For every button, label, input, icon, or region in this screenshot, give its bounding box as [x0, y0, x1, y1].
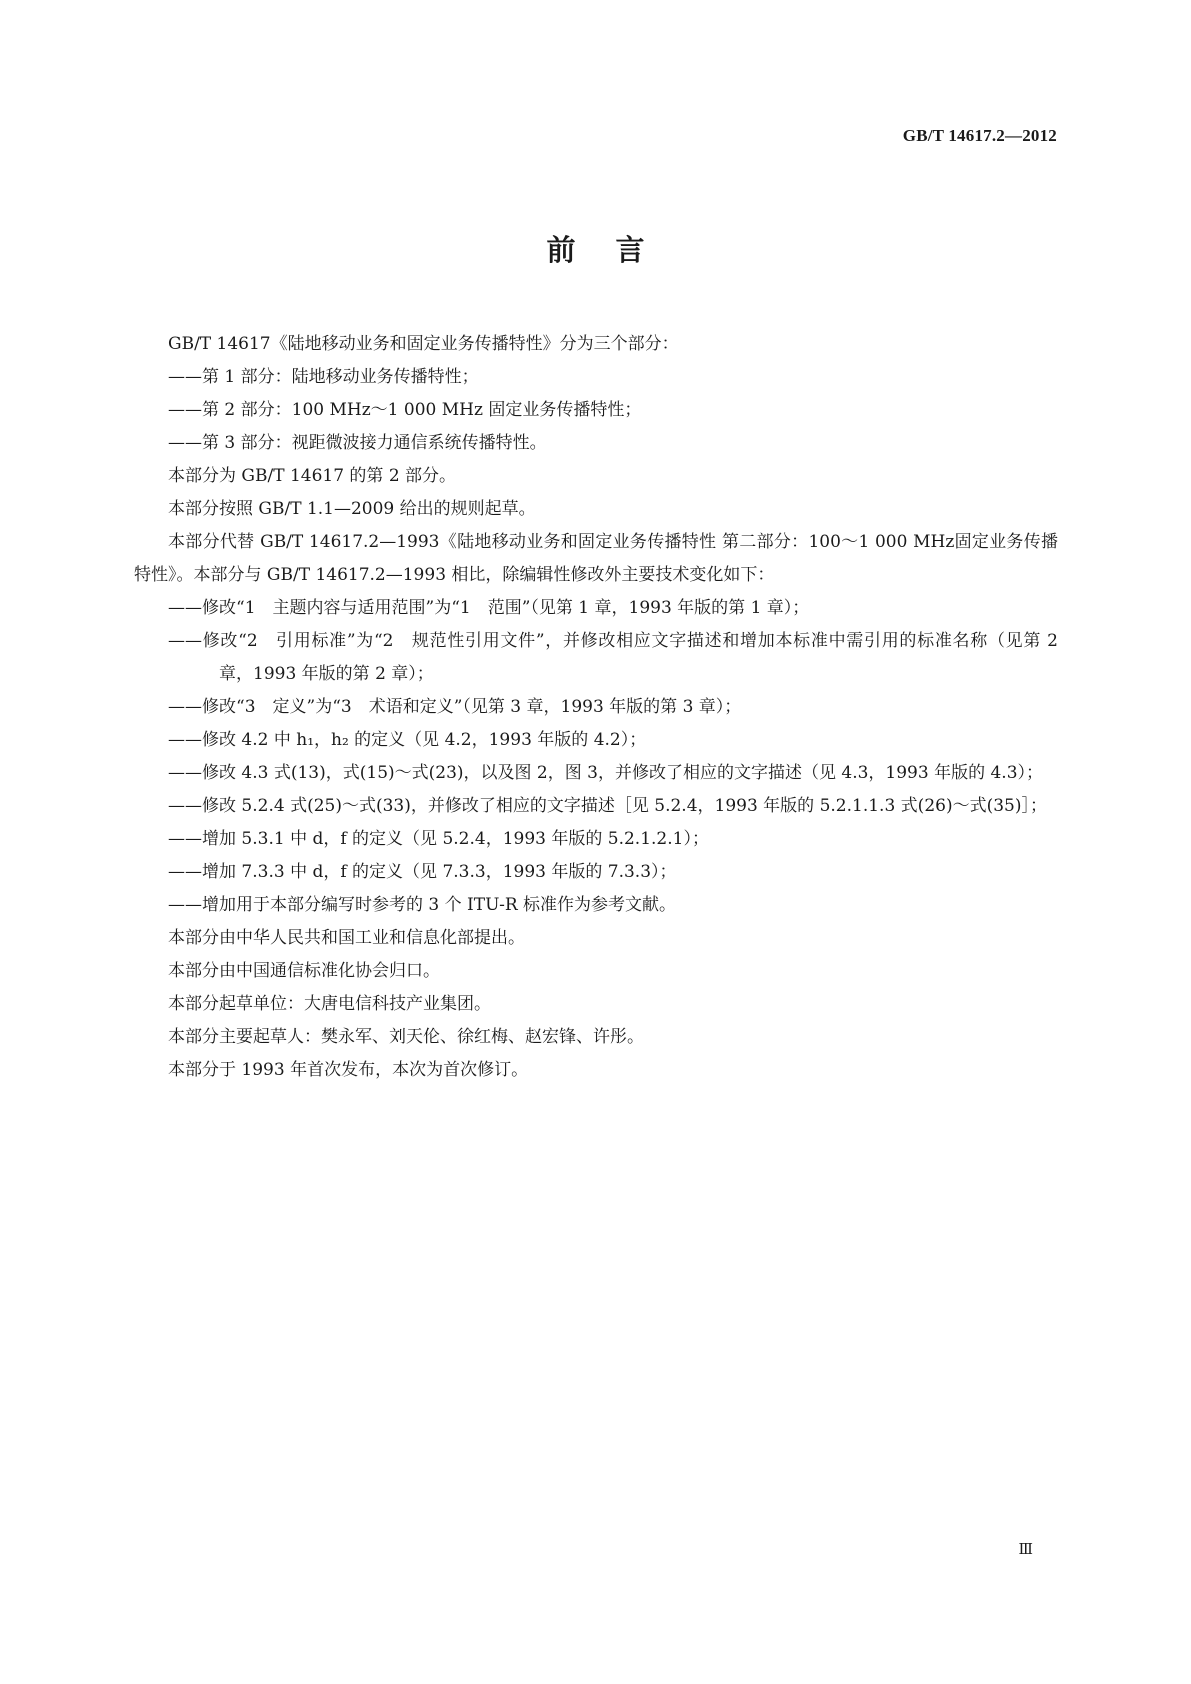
dash-item: ——修改“1 主题内容与适用范围”为“1 范围”（见第 1 章，1993 年版的第 1 章）； [168, 598, 810, 618]
paragraph: 本部分代替 GB/T 14617.2—1993《陆地移动业务和固定业务传播特性 第二部分：100～1 000 MHz固定业务传播特性》。本部分与 GB/T 14617.2—1993 相比，除编辑性修改外主要技术变化如下： [134, 532, 1058, 585]
dash-item: ——增加 7.3.3 中 d，f 的定义（见 7.3.3，1993 年版的 7.3.3）； [168, 862, 677, 882]
dash-item: ——第 1 部分：陆地移动业务传播特性； [168, 367, 479, 387]
dash-item: ——增加用于本部分编写时参考的 3 个 ITU-R 标准作为参考文献。 [168, 895, 677, 915]
paragraph: 本部分由中华人民共和国工业和信息化部提出。 [168, 928, 525, 948]
dash-item: ——修改 4.3 式(13)，式(15)～式(23)，以及图 2，图 3，并修改了相应的文字描述（见 4.3，1993 年版的 4.3）； [168, 763, 1044, 783]
dash-item: ——第 3 部分：视距微波接力通信系统传播特性。 [168, 433, 547, 453]
paragraph: 本部分按照 GB/T 1.1—2009 给出的规则起草。 [168, 499, 536, 519]
paragraph: GB/T 14617《陆地移动业务和固定业务传播特性》分为三个部分： [168, 334, 679, 354]
foreword-body [134, 328, 1058, 1087]
paragraph: 本部分于 1993 年首次发布，本次为首次修订。 [168, 1060, 529, 1080]
dash-item: ——第 2 部分：100 MHz～1 000 MHz 固定业务传播特性； [168, 400, 642, 420]
paragraph: 本部分由中国通信标准化协会归口。 [168, 961, 440, 981]
paragraph: 本部分为 GB/T 14617 的第 2 部分。 [168, 466, 457, 486]
dash-item: ——修改“2 引用标准”为“2 规范性引用文件”，并修改相应文字描述和增加本标准中需引用的标准名称（见第 2 章，1993 年版的第 2 章）； [168, 631, 1058, 684]
dash-item: ——修改 5.2.4 式(25)～式(33)，并修改了相应的文字描述［见 5.2.4，1993 年版的 5.2.1.1.3 式(26)～式(35)］； [168, 796, 1047, 816]
page-title: 前言 [546, 233, 685, 267]
page-number: Ⅲ [1018, 1542, 1033, 1558]
dash-item: ——修改“3 定义”为“3 术语和定义”（见第 3 章，1993 年版的第 3 章）； [168, 697, 742, 717]
paragraph: 本部分主要起草人：樊永军、刘天伦、徐红梅、赵宏锋、许彤。 [168, 1027, 644, 1047]
paragraph: 本部分起草单位：大唐电信科技产业集团。 [168, 994, 491, 1014]
standard-code: GB/T 14617.2—2012 [902, 126, 1057, 145]
dash-item: ——增加 5.3.1 中 d，f 的定义（见 5.2.4，1993 年版的 5.2.1.2.1）； [168, 829, 709, 849]
dash-item: ——修改 4.2 中 h₁，h₂ 的定义（见 4.2，1993 年版的 4.2）； [168, 730, 647, 750]
